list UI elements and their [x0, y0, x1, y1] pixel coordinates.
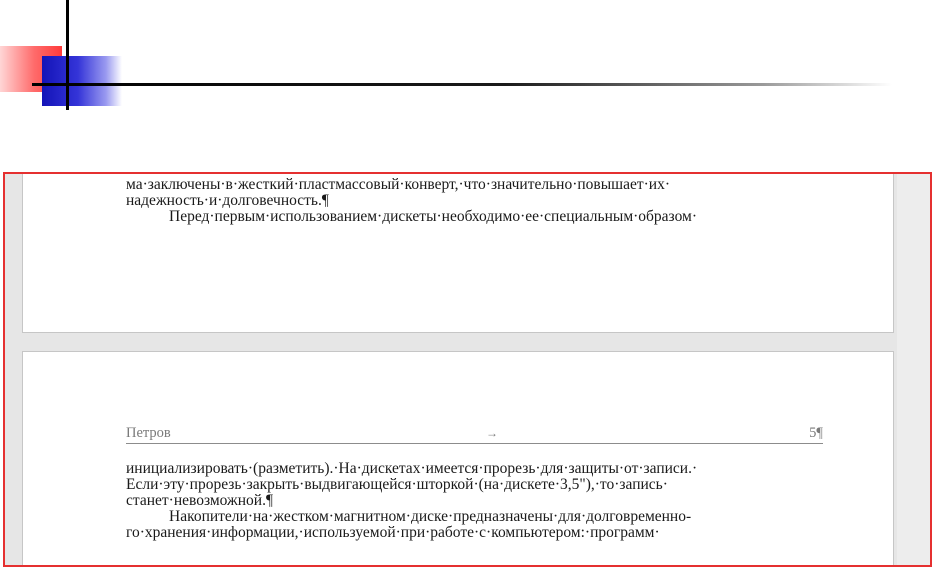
text-line: го·хранения·информации,·используемой·при·работе·с·компьютером:·программ· [126, 525, 660, 541]
text-line: надежность·и·долговечность.¶ [126, 193, 329, 209]
text-line: инициализировать·(разметить).·На·дискетах·имеется·прорезь·для·защиты·от·записи.· [126, 461, 698, 477]
document-scroll-area[interactable] [897, 174, 930, 565]
text-line: Перед·первым·использованием·дискеты·необходимо·ее·специальным·образом· [169, 209, 698, 225]
text-line: ма·заключены·в·жесткий·пластмассовый·конверт,·что·значительно·повышает·их· [126, 177, 670, 193]
text-line: Накопители·на·жестком·магнитном·диске·предназначены·для·долговременно- [169, 509, 692, 525]
page-header[interactable] [126, 424, 823, 444]
text-line: Если·эту·прорезь·закрыть·выдвигающейся·шторкой·(на·дискете·3,5"),·то·запись· [126, 477, 668, 493]
slide-decoration-horizontal-line [32, 83, 892, 86]
slide-decoration-vertical-line [66, 0, 69, 110]
header-author: Петров [126, 425, 171, 441]
document-viewport[interactable] [3, 172, 932, 567]
text-line: станет·невозможной.¶ [126, 493, 273, 509]
document-page-4[interactable] [22, 172, 894, 333]
page-body-text[interactable] [126, 461, 823, 541]
page-body-text[interactable] [126, 177, 823, 225]
header-tab-arrow: → [486, 426, 498, 440]
document-page-5[interactable] [22, 351, 894, 567]
header-page-number: 5¶ [809, 425, 823, 441]
slide-decoration-blue-square [42, 56, 122, 106]
